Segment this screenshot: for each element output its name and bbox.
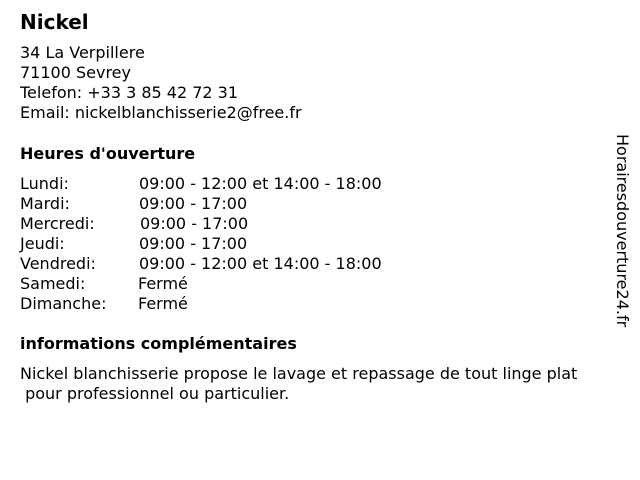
day-hours: 09:00 - 17:00 [139, 194, 248, 213]
day-hours: Fermé [138, 294, 188, 313]
site-watermark: Horairesdouverture24.fr [613, 134, 632, 328]
day-hours: 09:00 - 12:00 et 14:00 - 18:00 [139, 174, 382, 193]
address-street: 34 La Verpillere [20, 43, 145, 62]
opening-hours-heading: Heures d'ouverture [20, 144, 196, 163]
business-name: Nickel [20, 10, 89, 34]
address-city: 71100 Sevrey [20, 63, 131, 82]
day-label: Mardi: [20, 194, 70, 213]
day-label: Dimanche: [20, 294, 107, 313]
additional-info-heading: informations complémentaires [20, 334, 297, 353]
day-label: Lundi: [20, 174, 69, 193]
day-label: Jeudi: [20, 234, 65, 253]
email-address: Email: nickelblanchisserie2@free.fr [20, 103, 302, 122]
day-hours: 09:00 - 12:00 et 14:00 - 18:00 [139, 254, 382, 273]
day-hours: 09:00 - 17:00 [140, 214, 249, 233]
day-label: Vendredi: [20, 254, 96, 273]
phone-number: Telefon: +33 3 85 42 72 31 [20, 83, 239, 102]
day-label: Samedi: [20, 274, 86, 293]
business-description: Nickel blanchisserie propose le lavage et repassage de tout linge plat pour professionnel ou particulier. [20, 364, 578, 403]
day-label: Mercredi: [20, 214, 95, 233]
day-hours: 09:00 - 17:00 [139, 234, 248, 253]
contact-block [20, 43, 302, 123]
day-hours: Fermé [138, 274, 188, 293]
